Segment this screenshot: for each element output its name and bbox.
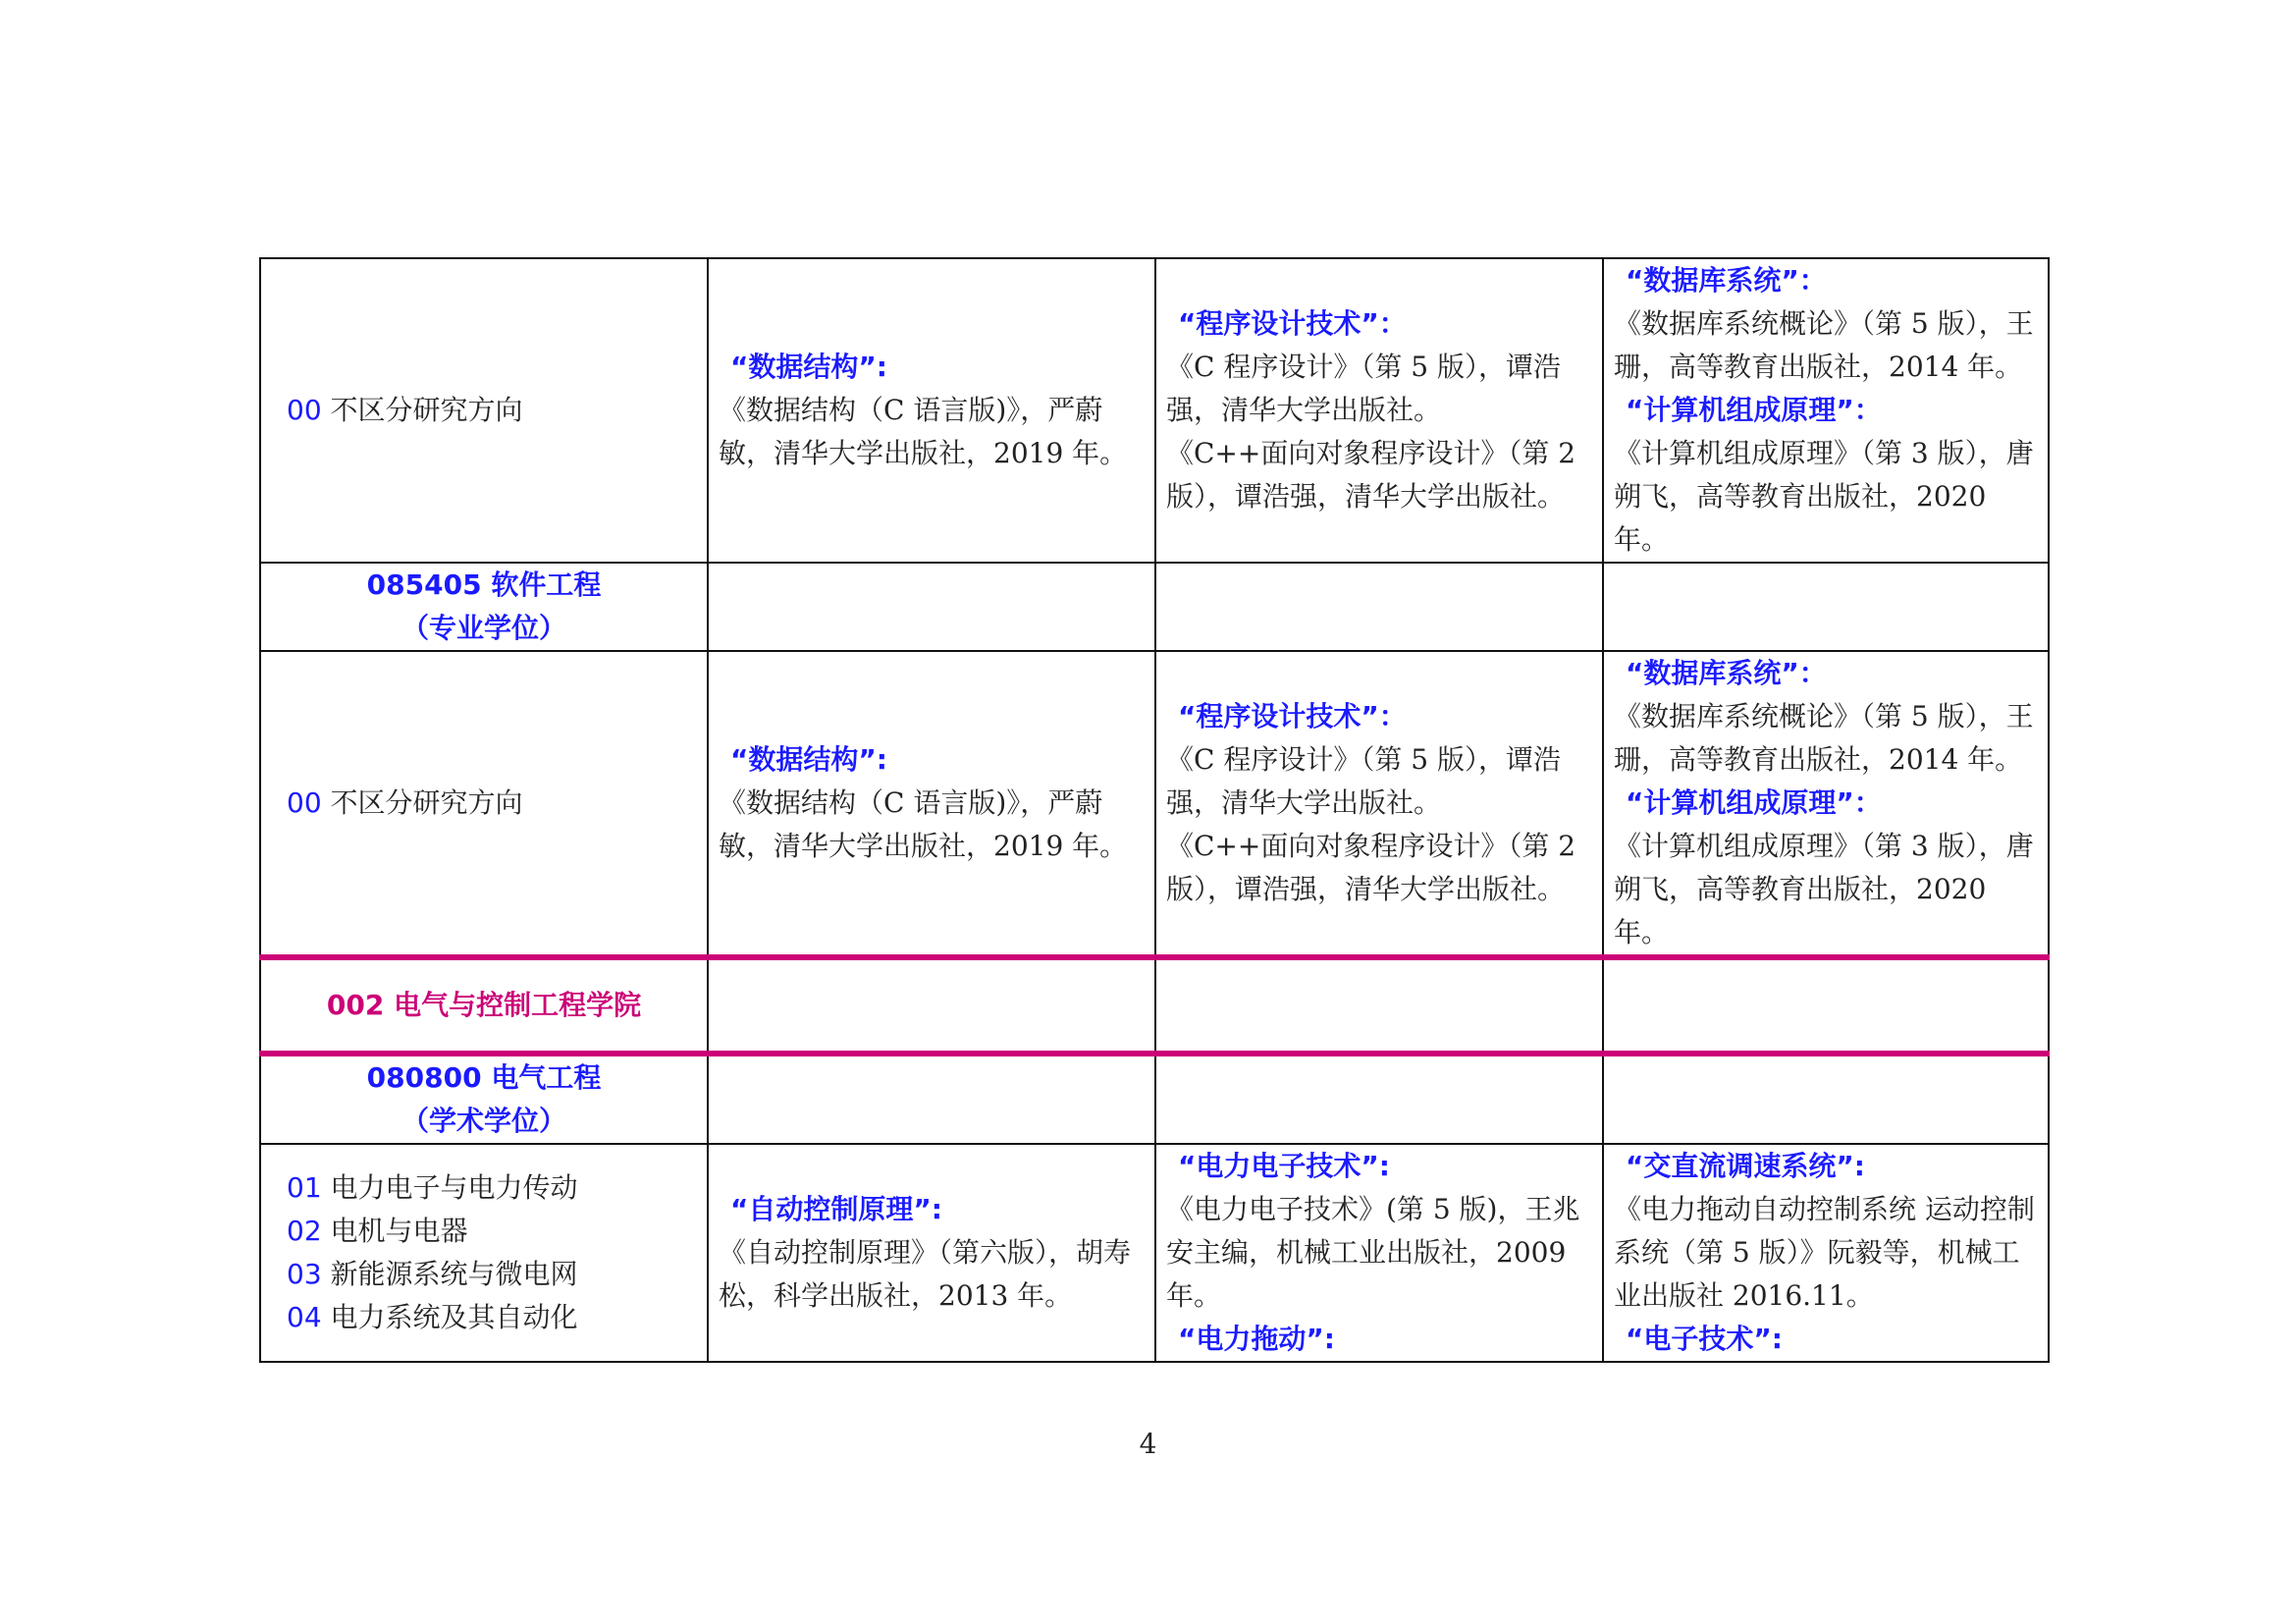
subject-cell [1155, 258, 1603, 563]
subject-title: “数据结构”: [730, 351, 888, 383]
reference-book: 《自动控制原理》（第六版），胡寿松，科学出版社，2013 年。 [719, 1236, 1132, 1312]
subject-cell [1603, 258, 2049, 563]
subject-cell [708, 258, 1155, 563]
empty-cell [1603, 1054, 2049, 1144]
reference-book: 《数据库系统概论》（第 5 版），王珊，高等教育出版社，2014 年。 [1614, 307, 2034, 383]
direction-label: 不区分研究方向 [330, 786, 523, 819]
exam-syllabus-table [259, 257, 2050, 1363]
direction-code: 02 [287, 1215, 322, 1247]
degree-type: （专业学位） [400, 612, 566, 644]
reference-book: 《C++面向对象程序设计》（第 2 版），谭浩强，清华大学出版社。 [1166, 830, 1576, 905]
subject-title: “数据库系统”： [1626, 264, 1827, 297]
direction-cell [260, 651, 708, 957]
reference-book: 《C 程序设计》（第 5 版），谭浩强，清华大学出版社。 [1166, 351, 1561, 426]
direction-cell [260, 258, 708, 563]
empty-cell [1603, 563, 2049, 651]
direction-item [287, 1166, 697, 1210]
empty-cell [708, 1054, 1155, 1144]
direction-code: 04 [287, 1301, 322, 1333]
subject-title: “交直流调速系统”: [1626, 1150, 1866, 1182]
direction-code: 00 [287, 394, 322, 426]
subject-cell [708, 1144, 1155, 1362]
reference-book: 《C++面向对象程序设计》（第 2 版），谭浩强，清华大学出版社。 [1166, 437, 1576, 513]
degree-type: （学术学位） [400, 1105, 566, 1137]
reference-book: 《电力拖动自动控制系统 运动控制系统（第 5 版）》阮毅等，机械工业出版社 2016.11。 [1614, 1193, 2035, 1312]
direction-item [287, 1296, 697, 1339]
major-title: 085405 软件工程 [366, 568, 602, 601]
empty-cell [1155, 1054, 1603, 1144]
subject-cell [708, 651, 1155, 957]
table-row [260, 1054, 2049, 1144]
subject-title: “电力拖动”: [1178, 1323, 1336, 1355]
subject-cell [1603, 1144, 2049, 1362]
reference-book: 《数据结构（C 语言版)》，严蔚敏，清华大学出版社，2019 年。 [719, 394, 1128, 469]
empty-cell [708, 563, 1155, 651]
direction-label: 不区分研究方向 [330, 394, 523, 426]
reference-book: 《计算机组成原理》（第 3 版），唐朔飞，高等教育出版社，2020 年。 [1614, 830, 2034, 948]
table-row [260, 651, 2049, 957]
subject-title: “数据结构”: [730, 743, 888, 776]
major-cell [260, 1054, 708, 1144]
table-row [260, 258, 2049, 563]
subject-title: “电力电子技术”: [1178, 1150, 1391, 1182]
direction-cell [260, 1144, 708, 1362]
table-row [260, 957, 2049, 1054]
subject-cell [1603, 651, 2049, 957]
major-title: 080800 电气工程 [366, 1061, 602, 1094]
subject-title: “计算机组成原理”： [1626, 786, 1882, 819]
direction-label: 电力电子与电力传动 [330, 1171, 578, 1204]
direction-code: 03 [287, 1258, 322, 1290]
empty-cell [708, 957, 1155, 1054]
major-cell [260, 563, 708, 651]
direction-label: 电力系统及其自动化 [330, 1301, 578, 1333]
empty-cell [1155, 957, 1603, 1054]
reference-book: 《C 程序设计》（第 5 版），谭浩强，清华大学出版社。 [1166, 743, 1561, 819]
empty-cell [1155, 563, 1603, 651]
subject-title: “程序设计技术”： [1178, 700, 1407, 732]
direction-item [287, 1210, 697, 1253]
subject-title: “自动控制原理”: [730, 1193, 943, 1225]
subject-title: “计算机组成原理”： [1626, 394, 1882, 426]
subject-cell [1155, 651, 1603, 957]
school-title: 002 电气与控制工程学院 [326, 989, 642, 1021]
direction-code: 00 [287, 786, 322, 819]
subject-cell [1155, 1144, 1603, 1362]
direction-label: 电机与电器 [330, 1215, 468, 1247]
reference-book: 《电力电子技术》(第 5 版)，王兆安主编，机械工业出版社，2009 年。 [1166, 1193, 1580, 1312]
subject-title: “数据库系统”： [1626, 657, 1827, 689]
reference-book: 《计算机组成原理》（第 3 版），唐朔飞，高等教育出版社，2020 年。 [1614, 437, 2034, 556]
table-row [260, 563, 2049, 651]
subject-title: “程序设计技术”： [1178, 307, 1407, 340]
reference-book: 《数据结构（C 语言版)》，严蔚敏，清华大学出版社，2019 年。 [719, 786, 1128, 862]
direction-label: 新能源系统与微电网 [330, 1258, 578, 1290]
empty-cell [1603, 957, 2049, 1054]
page-number: 4 [1139, 1428, 1157, 1460]
school-cell [260, 957, 708, 1054]
direction-code: 01 [287, 1171, 322, 1204]
reference-book: 《数据库系统概论》（第 5 版），王珊，高等教育出版社，2014 年。 [1614, 700, 2034, 776]
subject-title: “电子技术”: [1626, 1323, 1784, 1355]
table-row [260, 1144, 2049, 1362]
direction-item [287, 1253, 697, 1296]
